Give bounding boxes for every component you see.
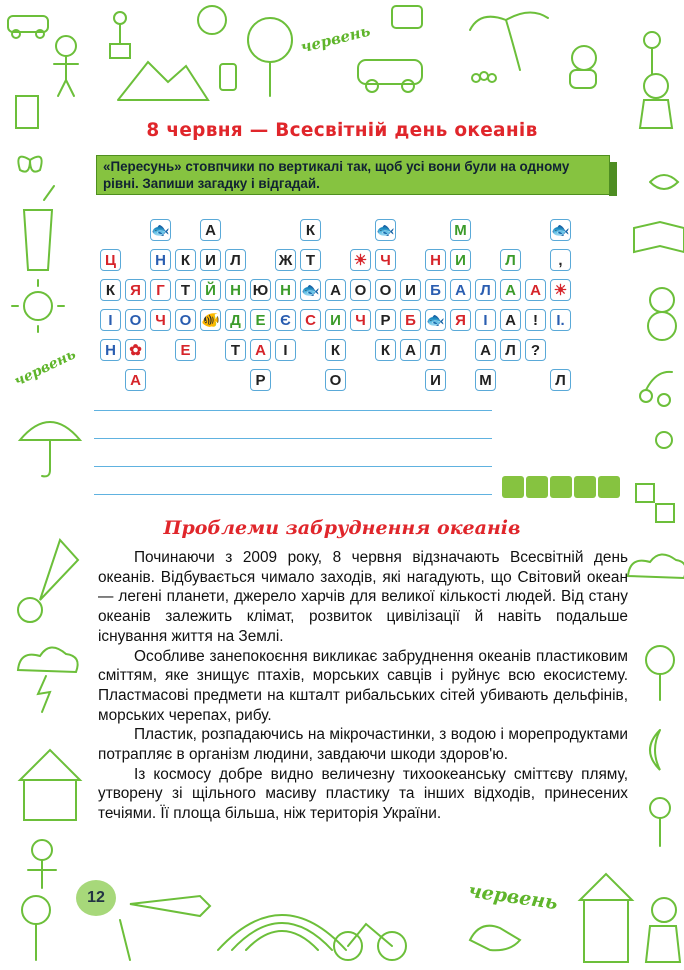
puzzle-cell[interactable]: Н <box>225 279 246 301</box>
puzzle-cell[interactable]: А <box>525 279 546 301</box>
puzzle-cell[interactable]: Ч <box>375 249 396 271</box>
puzzle-cell[interactable]: О <box>175 309 196 331</box>
car-icon-2 <box>358 60 422 92</box>
puzzle-cell[interactable]: І <box>275 339 296 361</box>
puzzle-cell[interactable]: Л <box>500 249 521 271</box>
puzzle-cell[interactable]: 🐟 <box>425 309 446 331</box>
bird-icon <box>650 175 678 189</box>
bicycle-icon <box>334 924 406 960</box>
page-title: 8 червня — Всесвітній день океанів <box>146 120 538 141</box>
puzzle-cell[interactable]: С <box>300 309 321 331</box>
puzzle-cell[interactable]: Л <box>225 249 246 271</box>
puzzle-cell[interactable]: И <box>200 249 221 271</box>
rain-cloud-icon <box>628 554 684 578</box>
answer-line-1[interactable] <box>94 410 492 411</box>
kid-icon <box>54 36 78 96</box>
puzzle-cell[interactable]: Ж <box>275 249 296 271</box>
puzzle-cell[interactable]: А <box>125 369 146 391</box>
puzzle-cell[interactable]: Я <box>450 309 471 331</box>
puzzle-cell[interactable]: Ч <box>350 309 371 331</box>
puzzle-cell[interactable]: Т <box>300 249 321 271</box>
page-number: 12 <box>76 880 116 916</box>
cloud-icon <box>18 647 78 712</box>
task-instruction: «Пересунь» стовпчики по вертикалі так, щоб усі вони були на одному рівні. Запиши загадку і відгадай. <box>96 155 610 195</box>
answer-letter-box[interactable] <box>526 476 548 498</box>
moon-icon <box>650 730 660 770</box>
puzzle-cell[interactable]: К <box>375 339 396 361</box>
caterpillar-icon <box>472 72 496 82</box>
puzzle-cell[interactable]: А <box>475 339 496 361</box>
puzzle-cell[interactable]: Б <box>425 279 446 301</box>
answer-letter-box[interactable] <box>574 476 596 498</box>
puzzle-cell[interactable]: Є <box>275 309 296 331</box>
book-icon <box>634 222 684 252</box>
puzzle-cell[interactable]: И <box>425 369 446 391</box>
girl-icon-2 <box>646 898 680 962</box>
month-label-left: червень <box>11 346 79 390</box>
puzzle-cell[interactable]: Е <box>175 339 196 361</box>
puzzle-cell[interactable]: М <box>450 219 471 241</box>
puzzle-cell[interactable]: И <box>400 279 421 301</box>
puzzle-cell[interactable]: Н <box>150 249 171 271</box>
palm-icon <box>470 12 548 70</box>
puzzle-cell[interactable]: 🐟 <box>550 219 571 241</box>
puzzle-cell[interactable]: Н <box>275 279 296 301</box>
puzzle-cell[interactable]: Ц <box>100 249 121 271</box>
drink-icon <box>24 186 54 270</box>
puzzle-cell[interactable]: А <box>450 279 471 301</box>
puzzle-cell[interactable]: О <box>350 279 371 301</box>
puzzle-cell[interactable]: Т <box>225 339 246 361</box>
cat-icon <box>570 46 596 88</box>
puzzle-cell[interactable]: Я <box>125 279 146 301</box>
answer-line-2[interactable] <box>94 438 492 439</box>
puzzle-cell[interactable]: О <box>125 309 146 331</box>
paragraph-2: Особливе занепокоєння викликає забруднення океанів пластиковим сміттям, яке знищує птахів, морських савців і руйнує всю екосистему. Пластмасові предмети на кшталт рибальських сітей убивають дельфінів, морських черепах, рибу. <box>98 647 628 724</box>
car-icon <box>8 16 48 38</box>
kid-icon-2 <box>28 840 56 888</box>
answer-line-3[interactable] <box>94 466 492 467</box>
paragraph-3: Пластик, розпадаючись на мікрочастинки, з водою і морепродуктами потрапляє в організм людини, завдаючи шкоди здоров'ю. <box>98 726 628 764</box>
puzzle-cell[interactable]: І <box>475 309 496 331</box>
cherry-icon <box>640 372 672 406</box>
puzzle-cell[interactable]: Н <box>100 339 121 361</box>
puzzle-cell[interactable]: ! <box>525 309 546 331</box>
puzzle-cell[interactable]: А <box>250 339 271 361</box>
puzzle-cell[interactable]: , <box>550 249 571 271</box>
puzzle-cell[interactable]: И <box>325 309 346 331</box>
house-icon <box>20 750 80 820</box>
puzzle-cell[interactable]: А <box>500 309 521 331</box>
puzzle-cell[interactable]: Е <box>250 309 271 331</box>
puzzle-cell[interactable]: Г <box>150 279 171 301</box>
answer-letter-box[interactable] <box>550 476 572 498</box>
puzzle-cell[interactable]: А <box>325 279 346 301</box>
puzzle-cell[interactable]: І. <box>550 309 571 331</box>
sun-icon <box>12 280 64 332</box>
pencil-icon <box>120 920 130 960</box>
puzzle-cell[interactable]: Р <box>375 309 396 331</box>
rainbow-icon <box>218 915 346 950</box>
puzzle-cell[interactable]: А <box>500 279 521 301</box>
puzzle-cell[interactable]: 🐟 <box>375 219 396 241</box>
butterfly-icon <box>18 157 41 172</box>
puzzle-cell[interactable]: І <box>100 309 121 331</box>
puzzle-cell[interactable]: О <box>325 369 346 391</box>
puzzle-cell[interactable]: Й <box>200 279 221 301</box>
puzzle-cell[interactable]: 🐟 <box>300 279 321 301</box>
answer-letter-box[interactable] <box>598 476 620 498</box>
balloon-icon <box>22 896 50 960</box>
ball-icon <box>198 6 226 34</box>
puzzle-cell[interactable]: Н <box>425 249 446 271</box>
puzzle-cell[interactable]: Т <box>175 279 196 301</box>
puzzle-cell[interactable]: ✿ <box>125 339 146 361</box>
puzzle-cell[interactable]: 🐠 <box>200 309 221 331</box>
puzzle-cell[interactable]: Ч <box>150 309 171 331</box>
puzzle-cell[interactable]: А <box>400 339 421 361</box>
puzzle-cell[interactable]: Ю <box>250 279 271 301</box>
teddy-icon <box>648 288 676 340</box>
puzzle-cell[interactable]: Д <box>225 309 246 331</box>
month-label-bottom: червень <box>466 879 560 915</box>
paragraph-1: Починаючи з 2009 року, 8 червня відзначають Всесвітній день океанів. Відбувається чимало заходів, які нагадують, що Світовий океан — легені планети, джерело харчів для великої кількості людей. Від стану океанів залежить клімат, розвиток цивілізації й навіть подальше існування життя на Землі. <box>98 549 628 645</box>
kid-icon-3 <box>650 798 670 846</box>
puzzle-cell[interactable]: К <box>100 279 121 301</box>
puzzle-cell[interactable]: ☀ <box>550 279 571 301</box>
puzzle-cell[interactable]: Б <box>400 309 421 331</box>
puzzle-cell[interactable]: К <box>325 339 346 361</box>
month-label-top: червень <box>298 21 373 57</box>
tree-icon <box>248 18 292 96</box>
answer-letter-box[interactable] <box>502 476 524 498</box>
paragraph-4: Із космосу добре видно величезну тихоокеанську сміттєву пляму, утворену зі щільного масиву пластику та інших відходів, принесених течіями. Її площа більша, ніж територія України. <box>98 765 628 823</box>
puzzle-cell[interactable]: Л <box>475 279 496 301</box>
puzzle-cell[interactable]: Л <box>550 369 571 391</box>
puzzle-cell[interactable]: Л <box>425 339 446 361</box>
puzzle-cell[interactable]: К <box>175 249 196 271</box>
flower-icon-2 <box>656 432 672 448</box>
puzzle-cell[interactable]: К <box>300 219 321 241</box>
section-title: Проблеми забруднення океанів <box>163 517 521 539</box>
rocket-icon <box>18 540 78 622</box>
article-body <box>98 548 628 824</box>
puzzle-cell[interactable]: Л <box>500 339 521 361</box>
house-icon-2 <box>580 874 632 962</box>
puzzle-cell[interactable]: ? <box>525 339 546 361</box>
puzzle-cell[interactable]: М <box>475 369 496 391</box>
phone-icon <box>220 64 236 90</box>
lollipop-icon <box>644 32 660 74</box>
mountain-icon <box>118 62 208 100</box>
dog-icon <box>470 926 520 951</box>
puzzle-cell[interactable]: 🐟 <box>150 219 171 241</box>
answer-line-4[interactable] <box>94 494 492 495</box>
puzzle-cell[interactable]: И <box>450 249 471 271</box>
puzzle-cell[interactable]: О <box>375 279 396 301</box>
puzzle-cell[interactable]: Р <box>250 369 271 391</box>
flower-icon <box>110 12 130 58</box>
plane-icon <box>130 896 210 916</box>
puzzle-cell[interactable]: ☀ <box>350 249 371 271</box>
puzzle-cell[interactable]: А <box>200 219 221 241</box>
umbrella-icon <box>20 422 80 476</box>
tree-icon-2 <box>646 646 674 700</box>
telephone-icon <box>392 6 422 28</box>
